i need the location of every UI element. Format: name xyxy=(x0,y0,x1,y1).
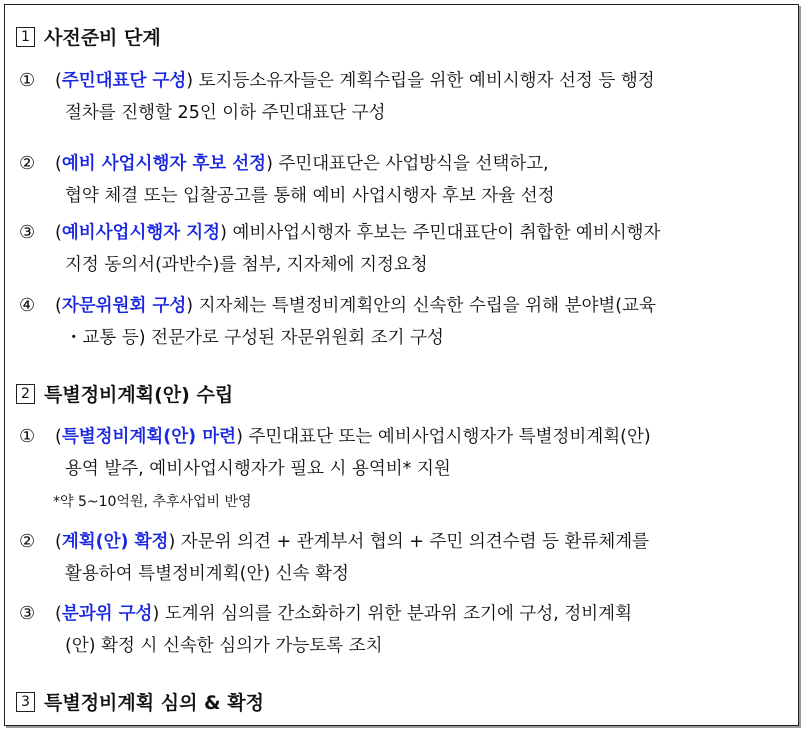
open-paren: ( xyxy=(55,71,62,91)
item-text-line2: 활용하여 특별정비계획(안) 신속 확정 xyxy=(65,564,349,584)
close-paren: ) xyxy=(266,154,273,174)
open-paren: ( xyxy=(55,296,62,316)
item-number: ① xyxy=(19,426,36,447)
section-title: 특별정비계획 심의 & 확정 xyxy=(44,692,264,714)
item-text-line2: 협약 체결 또는 입찰공고를 통해 예비 사업시행자 후보 자율 선정 xyxy=(65,186,555,206)
open-paren: ( xyxy=(55,532,62,552)
section-heading xyxy=(16,23,161,50)
item-keyword: 예비 사업시행자 후보 선정 xyxy=(61,154,267,174)
list-item xyxy=(19,217,788,281)
close-paren: ) xyxy=(168,532,176,552)
list-item xyxy=(19,148,788,212)
item-keyword: 자문위원회 구성 xyxy=(61,296,187,316)
item-text-line2: ・교통 등) 전문가로 구성된 자문위원회 조기 구성 xyxy=(65,328,444,348)
item-keyword: 계획(안) 확정 xyxy=(61,532,169,552)
list-item xyxy=(19,598,788,662)
close-paren: ) xyxy=(186,296,194,316)
section-title: 사전준비 단계 xyxy=(44,27,161,49)
item-text-line2: 절차를 진행할 25인 이하 주민대표단 구성 xyxy=(65,103,386,123)
item-text: 토지등소유자들은 계획수립을 위한 예비시행자 선정 등 행정 xyxy=(193,71,655,91)
item-text: 지자체는 특별정비계획안의 신속한 수립을 위해 분야별(교육 xyxy=(193,296,656,316)
close-paren: ) xyxy=(186,71,194,91)
open-paren: ( xyxy=(55,604,62,624)
item-keyword: 분과위 구성 xyxy=(61,604,153,624)
list-item xyxy=(19,65,788,129)
item-text: 주민대표단은 사업방식을 선택하고, xyxy=(272,154,549,174)
item-text-line2: (안) 확정 시 신속한 심의가 가능토록 조치 xyxy=(65,636,383,656)
item-text: 예비사업시행자 후보는 주민대표단이 취합한 예비시행자 xyxy=(226,223,661,243)
document-box xyxy=(4,4,799,726)
list-item xyxy=(19,526,788,590)
item-number: ④ xyxy=(19,295,36,316)
item-text: 주민대표단 또는 예비사업시행자가 특별정비계획(안) xyxy=(242,427,651,447)
close-paren: ) xyxy=(152,604,160,624)
item-text: 자문위 의견 + 관계부서 협의 + 주민 의견수렴 등 환류체계를 xyxy=(175,532,650,552)
list-item xyxy=(19,290,788,354)
item-text: 도계위 심의를 간소화하기 위한 분과위 조기에 구성, 정비계획 xyxy=(159,604,632,624)
item-keyword: 예비사업시행자 지정 xyxy=(61,223,221,243)
item-text-line2: 지정 동의서(과반수)를 첨부, 지자체에 지정요청 xyxy=(65,255,428,275)
list-item xyxy=(19,421,788,485)
item-number: ③ xyxy=(19,222,36,243)
item-number: ① xyxy=(19,70,36,91)
item-number: ② xyxy=(19,153,36,174)
section-title: 특별정비계획(안) 수립 xyxy=(44,384,234,406)
item-number: ③ xyxy=(19,603,36,624)
close-paren: ) xyxy=(236,427,243,447)
section-heading xyxy=(16,688,264,715)
item-text-line2: 용역 발주, 예비사업시행자가 필요 시 용역비* 지원 xyxy=(65,459,451,479)
open-paren: ( xyxy=(55,427,62,447)
item-keyword: 주민대표단 구성 xyxy=(61,71,187,91)
section-number-box: 3 xyxy=(16,692,35,712)
item-keyword: 특별정비계획(안) 마련 xyxy=(61,427,237,447)
close-paren: ) xyxy=(220,223,227,243)
item-number: ② xyxy=(19,531,36,552)
section-number-box: 2 xyxy=(16,384,35,404)
open-paren: ( xyxy=(55,154,62,174)
section-number-box: 1 xyxy=(16,27,35,47)
open-paren: ( xyxy=(55,223,62,243)
section-heading xyxy=(16,380,233,407)
footnote: *약 5~10억원, 추후사업비 반영 xyxy=(53,494,252,510)
